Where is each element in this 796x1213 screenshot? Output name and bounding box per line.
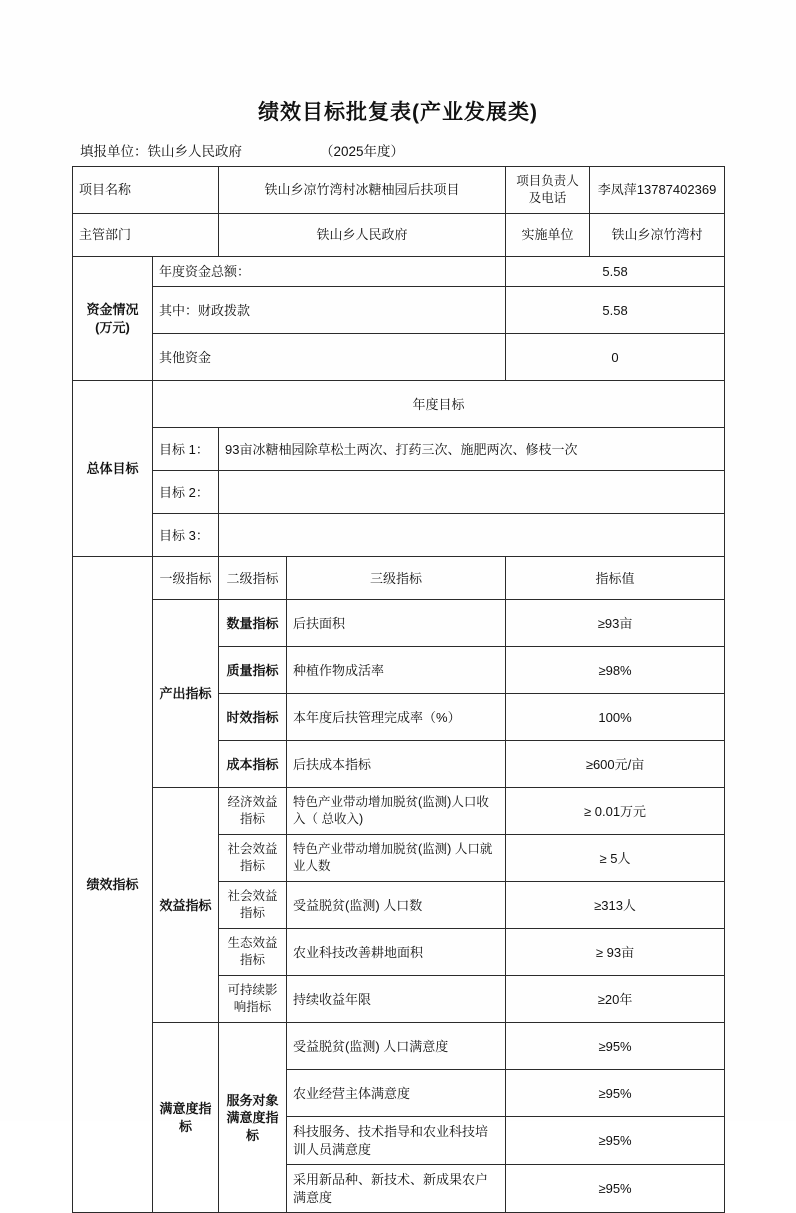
benefit-level2-4: 可持续影响指标 — [219, 976, 287, 1023]
funds-row-name-1: 其中：财政拨款 — [153, 287, 506, 334]
output-level2-3: 成本指标 — [219, 741, 287, 788]
owner-value: 李凤萍13787402369 — [590, 167, 725, 214]
annual-goal-header: 年度目标 — [153, 381, 725, 428]
table-row-indicator-header — [73, 557, 725, 600]
output-level3-1: 种植作物成活率 — [287, 647, 506, 694]
benefit-level2-0: 经济效益指标 — [219, 788, 287, 835]
funds-row-value-1: 5.58 — [506, 287, 725, 334]
impl-value: 铁山乡凉竹湾村 — [590, 213, 725, 256]
satisfaction-level3-0: 受益脱贫(监测) 人口满意度 — [287, 1023, 506, 1070]
funds-row-value-2: 0 — [506, 334, 725, 381]
benefit-level3-3: 农业科技改善耕地面积 — [287, 929, 506, 976]
satisfaction-value-2: ≥95% — [506, 1117, 725, 1165]
table-row-funds-total — [73, 256, 725, 287]
output-value-1: ≥98% — [506, 647, 725, 694]
output-level2-2: 时效指标 — [219, 694, 287, 741]
benefit-value-2: ≥313人 — [506, 882, 725, 929]
output-level3-2: 本年度后扶管理完成率（%） — [287, 694, 506, 741]
benefit-level2-2: 社会效益指标 — [219, 882, 287, 929]
output-value-0: ≥93亩 — [506, 600, 725, 647]
col-header-value: 指标值 — [506, 557, 725, 600]
benefit-value-3: ≥ 93亩 — [506, 929, 725, 976]
performance-target-table — [72, 166, 725, 1213]
satisfaction-level3-2: 科技服务、技术指导和农业科技培训人员满意度 — [287, 1117, 506, 1165]
overall-label: 总体目标 — [73, 381, 153, 557]
table-row-project-name — [73, 167, 725, 214]
satisfaction-value-3: ≥95% — [506, 1165, 725, 1213]
benefit-value-4: ≥20年 — [506, 976, 725, 1023]
benefit-level3-4: 持续收益年限 — [287, 976, 506, 1023]
satisfaction-level1: 满意度指标 — [153, 1023, 219, 1213]
table-row-funds-other — [73, 334, 725, 381]
benefit-level2-1: 社会效益指标 — [219, 835, 287, 882]
table-row-goal-3 — [73, 514, 725, 557]
benefit-level2-3: 生态效益指标 — [219, 929, 287, 976]
report-unit: 填报单位：铁山乡人民政府 — [80, 144, 242, 159]
benefit-level1: 效益指标 — [153, 788, 219, 1023]
table-row-output-1 — [73, 600, 725, 647]
owner-label: 项目负责人及电话 — [506, 167, 590, 214]
table-row-benefit-1 — [73, 788, 725, 835]
benefit-value-1: ≥ 5人 — [506, 835, 725, 882]
table-row-satisfaction-1 — [73, 1023, 725, 1070]
goal-1-text: 93亩冰糖柚园除草松土两次、打药三次、施肥两次、修枝一次 — [219, 428, 725, 471]
funds-row-name-2: 其他资金 — [153, 334, 506, 381]
project-name-value: 铁山乡凉竹湾村冰糖柚园后扶项目 — [219, 167, 506, 214]
col-header-level2: 二级指标 — [219, 557, 287, 600]
benefit-level3-0: 特色产业带动增加脱贫(监测)人口收入（ 总收入) — [287, 788, 506, 835]
goal-2-text — [219, 471, 725, 514]
goal-3-text — [219, 514, 725, 557]
project-name-label: 项目名称 — [73, 167, 219, 214]
output-level2-0: 数量指标 — [219, 600, 287, 647]
dept-label: 主管部门 — [73, 213, 219, 256]
table-row-goal-1 — [73, 428, 725, 471]
goal-2-label: 目标 2： — [153, 471, 219, 514]
dept-value: 铁山乡人民政府 — [219, 213, 506, 256]
goal-3-label: 目标 3： — [153, 514, 219, 557]
benefit-value-0: ≥ 0.01万元 — [506, 788, 725, 835]
output-level3-0: 后扶面积 — [287, 600, 506, 647]
benefit-level3-1: 特色产业带动增加脱贫(监测) 人口就业人数 — [287, 835, 506, 882]
satisfaction-level3-1: 农业经营主体满意度 — [287, 1070, 506, 1117]
output-level2-1: 质量指标 — [219, 647, 287, 694]
report-year: （2025年度） — [320, 144, 405, 159]
benefit-level3-2: 受益脱贫(监测) 人口数 — [287, 882, 506, 929]
output-level3-3: 后扶成本指标 — [287, 741, 506, 788]
col-header-level3: 三级指标 — [287, 557, 506, 600]
report-subheader — [72, 132, 724, 166]
satisfaction-level3-3: 采用新品种、新技术、新成果农户满意度 — [287, 1165, 506, 1213]
table-row-goal-2 — [73, 471, 725, 514]
output-value-3: ≥600元/亩 — [506, 741, 725, 788]
satisfaction-level2: 服务对象满意度指标 — [219, 1023, 287, 1213]
table-row-annual-goal-header — [73, 381, 725, 428]
table-row-department — [73, 213, 725, 256]
impl-label: 实施单位 — [506, 213, 590, 256]
funds-row-name-0: 年度资金总额： — [153, 256, 506, 287]
funds-row-value-0: 5.58 — [506, 256, 725, 287]
page-title: 绩效目标批复表(产业发展类) — [258, 101, 538, 124]
output-level1: 产出指标 — [153, 600, 219, 788]
col-header-level1: 一级指标 — [153, 557, 219, 600]
satisfaction-value-1: ≥95% — [506, 1070, 725, 1117]
indicators-label: 绩效指标 — [73, 557, 153, 1213]
goal-1-label: 目标 1： — [153, 428, 219, 471]
funds-label: 资金情况(万元) — [73, 256, 153, 381]
table-row-funds-appropriation — [73, 287, 725, 334]
satisfaction-value-0: ≥95% — [506, 1023, 725, 1070]
output-value-2: 100% — [506, 694, 725, 741]
